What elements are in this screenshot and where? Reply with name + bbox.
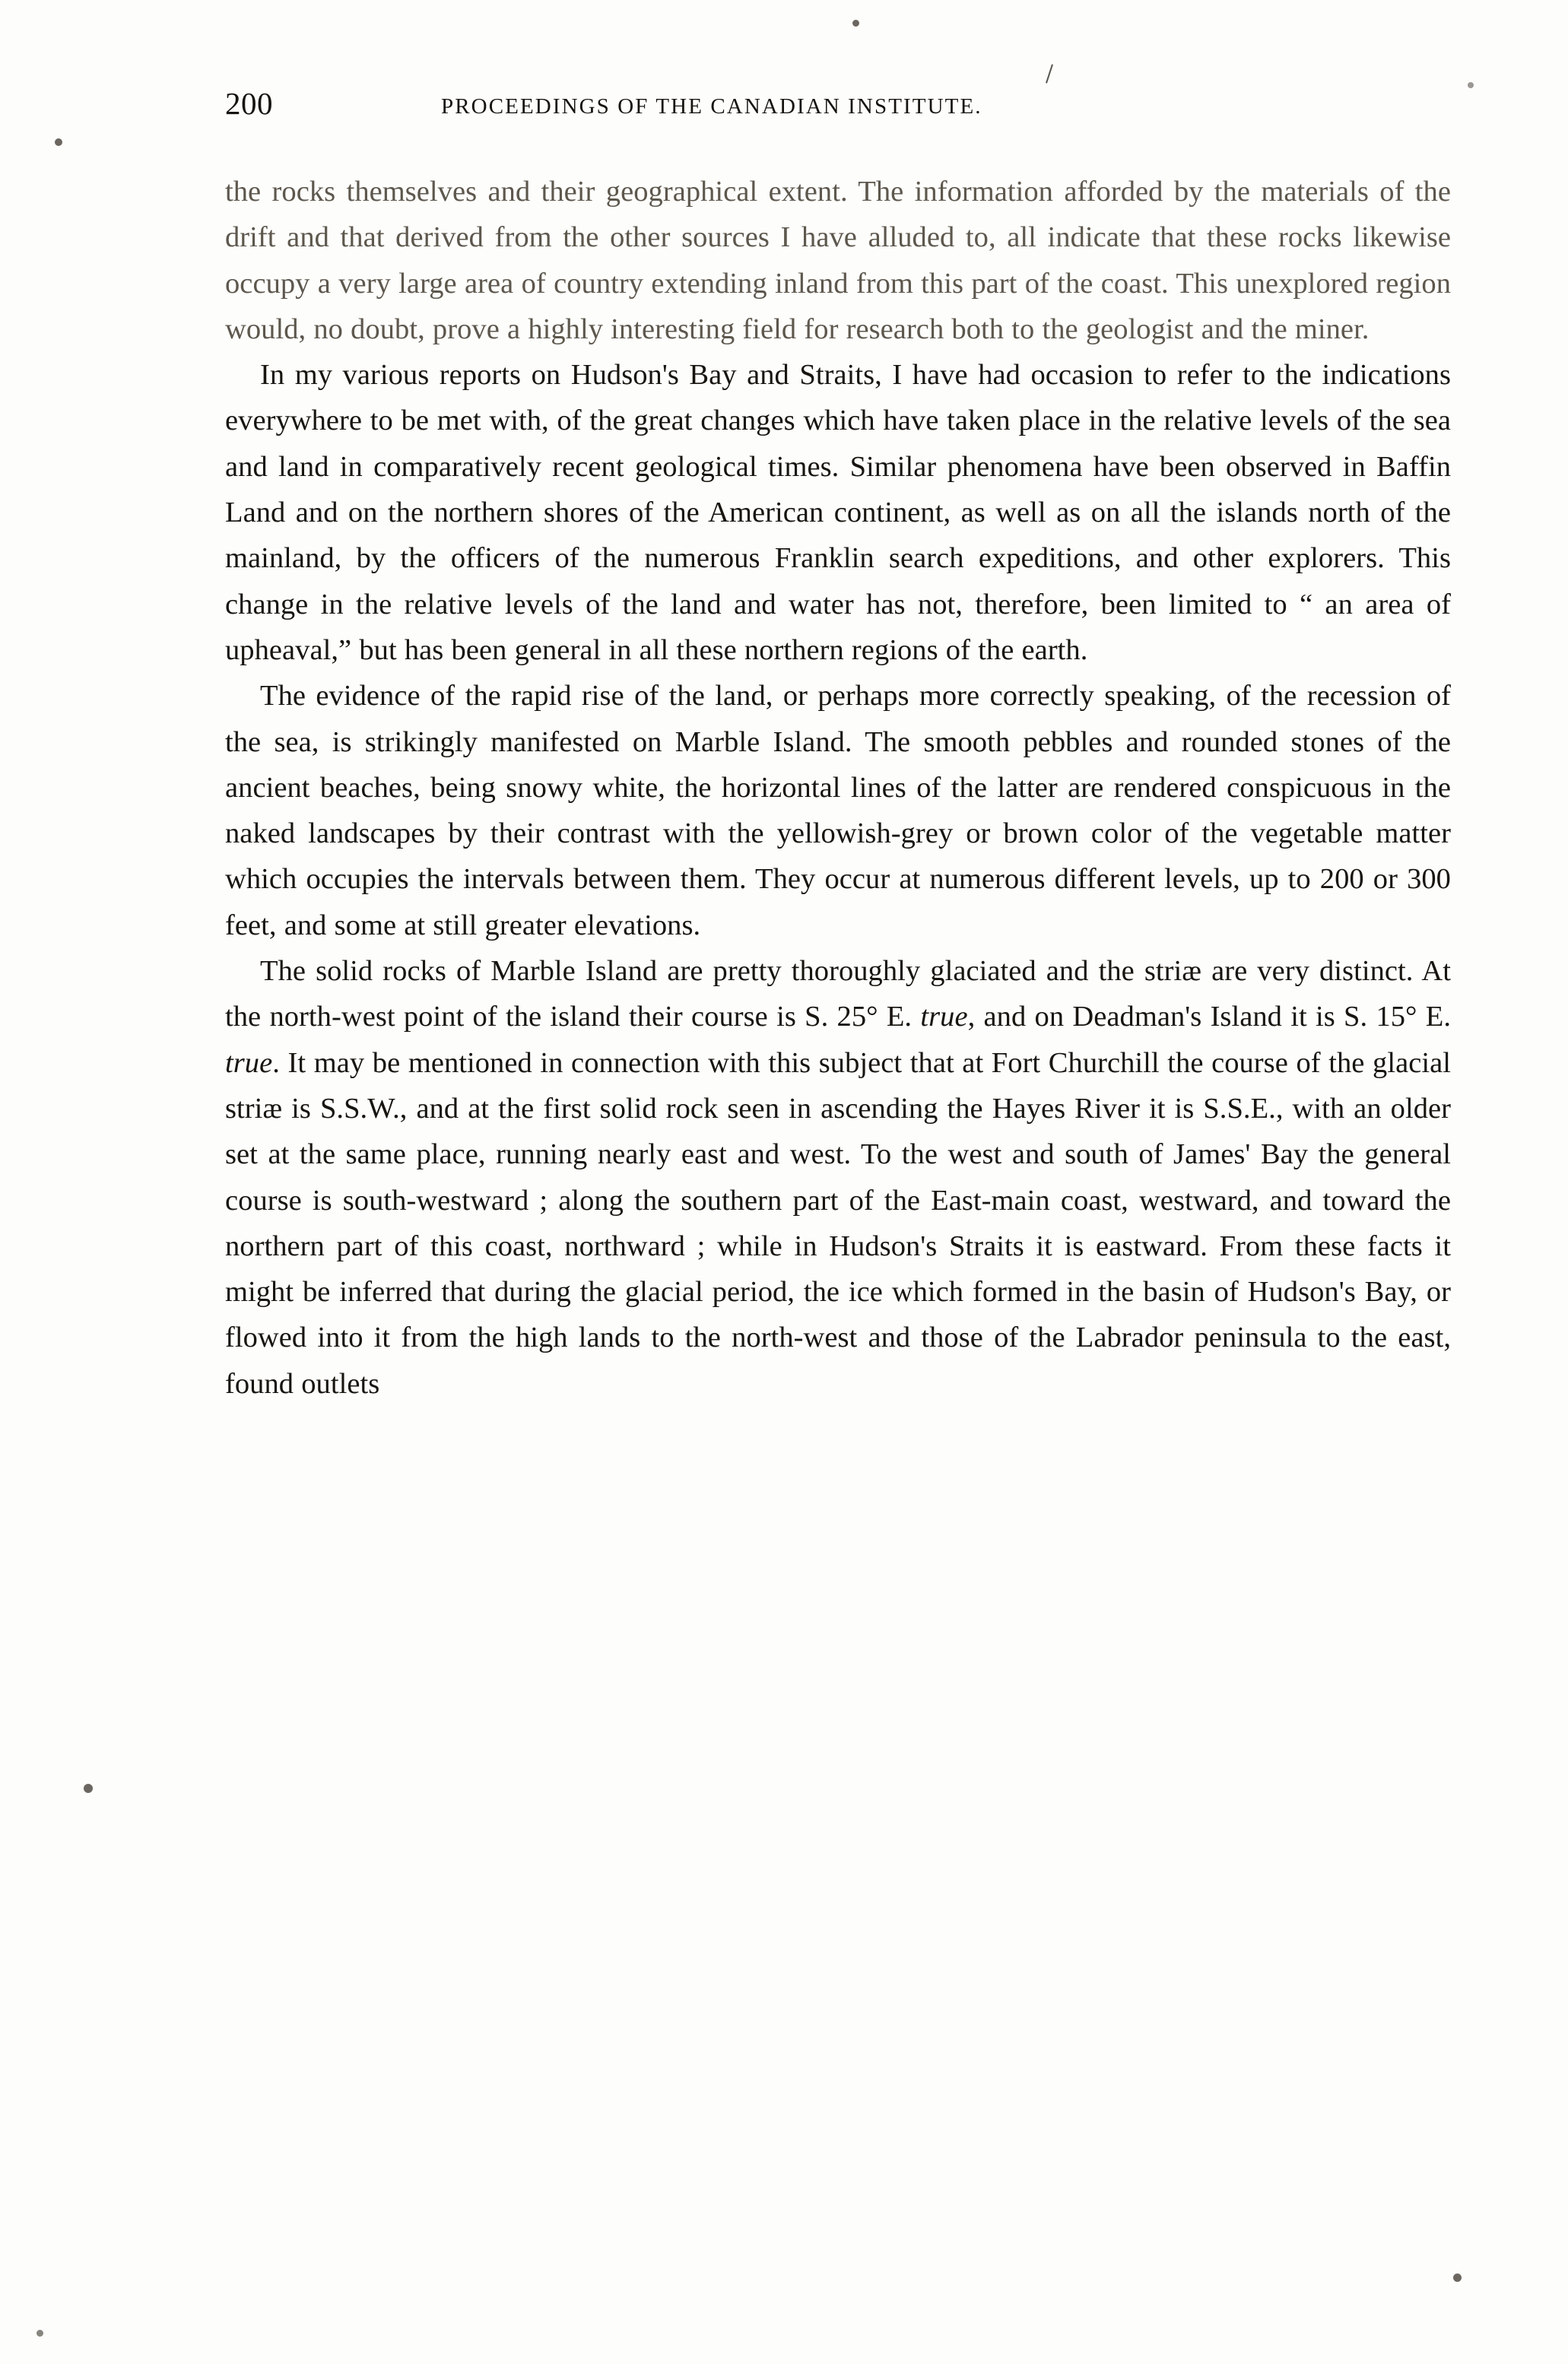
running-head: PROCEEDINGS OF THE CANADIAN INSTITUTE. (441, 94, 982, 119)
body-text-column (225, 169, 1451, 1407)
scan-mark (1046, 64, 1053, 83)
page-header (0, 85, 1568, 120)
paragraph-1: the rocks themselves and their geographical extent. The information afforded by the materials of the drift and that derived from the other sources I have alluded to, all indicate that these rocks likewise occupy a very large area of country extending inland from this part of the coast. This unexplored region would, no doubt, prove a highly interesting field for research both to the geologist and the miner. (225, 176, 1451, 345)
scan-speck (1453, 2274, 1462, 2282)
scan-speck (37, 2330, 43, 2337)
paragraph-2: In my various reports on Hudson's Bay and Straits, I have had occasion to refer to the indications everywhere to be met with, of the great changes which have taken place in the relative levels of the sea and land in comparatively recent geological times. Similar phenomena have been observed in Baffin Land and on the northern shores of the American continent, as well as on all the islands north of the mainland, by the officers of the numerous Franklin search expeditions, and other explorers. This change in the relative levels of the land and water has not, therefore, been limited to “ an area of upheaval,” but has been general in all these northern regions of the earth. (225, 359, 1451, 666)
paragraph-4: The solid rocks of Marble Island are pretty thoroughly glaciated and the striæ are very distinct. At the north-west point of the island their course is S. 25° E. true, and on Deadman's Island it is S. 15° E. true. It may be mentioned in connection with this subject that at Fort Churchill the course of the glacial striæ is S.S.W., and at the first solid rock seen in ascending the Hayes River it is S.S.E., with an older set at the same place, running nearly east and west. To the west and south of James' Bay the general course is south-westward ; along the southern part of the East-main coast, westward, and toward the northern part of this coast, northward ; while in Hudson's Straits it is eastward. From these facts it might be inferred that during the glacial period, the ice which formed in the basin of Hudson's Bay, or flowed into it from the high lands to the north-west and those of the Labrador peninsula to the east, found outlets (225, 955, 1451, 1400)
scan-speck (852, 20, 859, 27)
page-number: 200 (225, 86, 273, 121)
paragraph-3: The evidence of the rapid rise of the land, or perhaps more correctly speaking, of the recession of the sea, is strikingly manifested on Marble Island. The smooth pebbles and rounded stones of the ancient beaches, being snowy white, the horizontal lines of the latter are rendered conspicuous in the naked landscapes by their contrast with the yellowish-grey or brown color of the vegetable matter which occupies the intervals between them. They occur at numerous different levels, up to 200 or 300 feet, and some at still greater elevations. (225, 680, 1451, 941)
scan-speck (55, 138, 62, 146)
scan-speck (84, 1784, 93, 1793)
